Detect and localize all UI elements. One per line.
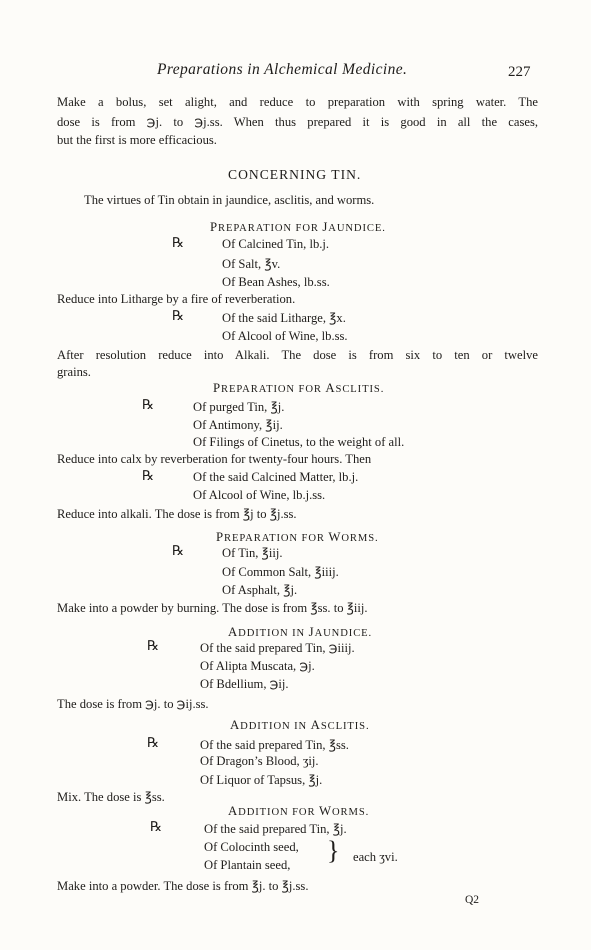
instruction: The dose is from ℈j. to ℈ij.ss. bbox=[57, 697, 209, 711]
grouping-brace: } bbox=[327, 836, 340, 865]
subheading-addition-asclitis: ADDITION IN ASCLITIS. bbox=[230, 718, 370, 732]
ingredient: Of the said prepared Tin, ℈iiij. bbox=[200, 641, 355, 655]
ingredient: Of Alcool of Wine, lb.j.ss. bbox=[193, 488, 326, 502]
ingredient: Of Dragon’s Blood, ʒij. bbox=[200, 754, 319, 768]
subheading-addition-jaundice: ADDITION IN JAUNDICE. bbox=[228, 625, 373, 639]
ingredient: Of the said Litharge, ℥x. bbox=[222, 311, 346, 325]
subheading-preparation-jaundice: PREPARATION FOR JAUNDICE. bbox=[210, 220, 386, 234]
ingredient: Of purged Tin, ℥j. bbox=[193, 400, 285, 414]
intro-line-2: dose is from ℈j. to ℈j.ss. When thus prepared it is good in all the cases, bbox=[57, 115, 538, 129]
ingredient: Of Salt, ℥v. bbox=[222, 257, 281, 271]
ingredient: Of Tin, ℥iij. bbox=[222, 546, 283, 560]
ingredient: Of Antimony, ℥ij. bbox=[193, 418, 283, 432]
instruction: Make into a powder. The dose is from ℥j. to ℥j.ss. bbox=[57, 879, 309, 893]
subheading-addition-worms: ADDITION FOR WORMS. bbox=[228, 804, 370, 818]
ingredient: Of Alcool of Wine, lb.ss. bbox=[222, 329, 348, 343]
recipe-symbol: ℞ bbox=[172, 543, 185, 558]
recipe-symbol: ℞ bbox=[142, 397, 155, 412]
subheading-preparation-worms: PREPARATION FOR WORMS. bbox=[216, 530, 379, 544]
page-number: 227 bbox=[508, 64, 531, 80]
recipe-symbol: ℞ bbox=[150, 819, 163, 834]
ingredient: Of Plantain seed, bbox=[204, 858, 291, 872]
intro-line-1: Make a bolus, set alight, and reduce to preparation with spring water. The bbox=[57, 95, 538, 109]
ingredient: Of the said prepared Tin, ℥ss. bbox=[200, 738, 349, 752]
instruction: After resolution reduce into Alkali. The dose is from six to ten or twelve bbox=[57, 348, 538, 362]
ingredient: Of Alipta Muscata, ℈j. bbox=[200, 659, 315, 673]
instruction: Reduce into Litharge by a fire of reverberation. bbox=[57, 292, 296, 306]
running-title: Preparations in Alchemical Medicine. bbox=[157, 61, 408, 78]
intro-line-3: but the first is more efficacious. bbox=[57, 133, 217, 147]
ingredient: Of Filings of Cinetus, to the weight of all. bbox=[193, 435, 405, 449]
ingredient: Of Asphalt, ℥j. bbox=[222, 583, 298, 597]
instruction: Reduce into calx by reverberation for twenty-four hours. Then bbox=[57, 452, 372, 466]
ingredient: Of the said Calcined Matter, lb.j. bbox=[193, 470, 359, 484]
recipe-symbol: ℞ bbox=[147, 735, 160, 750]
recipe-symbol: ℞ bbox=[147, 638, 160, 653]
recipe-symbol: ℞ bbox=[142, 468, 155, 483]
instruction: Mix. The dose is ℥ss. bbox=[57, 790, 165, 804]
ingredient: Of Calcined Tin, lb.j. bbox=[222, 237, 330, 251]
ingredient: Of Bean Ashes, lb.ss. bbox=[222, 275, 330, 289]
subheading-preparation-asclitis: PREPARATION FOR ASCLITIS. bbox=[213, 381, 385, 395]
ingredient: Of Bdellium, ℈ij. bbox=[200, 677, 289, 691]
ingredient: Of Common Salt, ℥iiij. bbox=[222, 565, 339, 579]
ingredient: Of Liquor of Tapsus, ℥j. bbox=[200, 773, 323, 787]
each-quantity: each ʒvi. bbox=[353, 850, 398, 864]
instruction: grains. bbox=[57, 365, 91, 379]
instruction: Reduce into alkali. The dose is from ℥j to ℥j.ss. bbox=[57, 507, 297, 521]
recipe-symbol: ℞ bbox=[172, 308, 185, 323]
ingredient: Of the said prepared Tin, ℥j. bbox=[204, 822, 347, 836]
ingredient: Of Colocinth seed, bbox=[204, 840, 299, 854]
section-title: CONCERNING TIN. bbox=[228, 167, 362, 182]
instruction: Make into a powder by burning. The dose is from ℥ss. to ℥iij. bbox=[57, 601, 368, 615]
recipe-symbol: ℞ bbox=[172, 235, 185, 250]
signature-mark: Q2 bbox=[465, 894, 480, 906]
virtues-line: The virtues of Tin obtain in jaundice, asclitis, and worms. bbox=[84, 193, 375, 207]
